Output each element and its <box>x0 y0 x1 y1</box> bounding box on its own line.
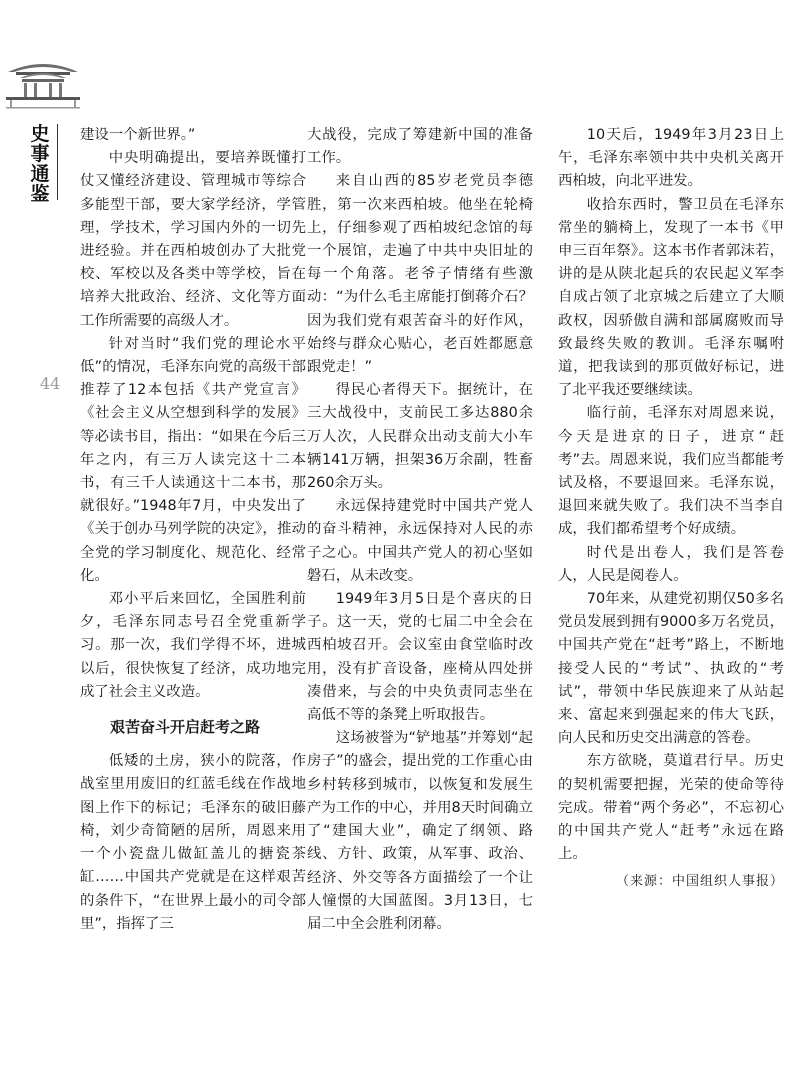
text-column-1 <box>80 124 306 936</box>
paragraph: 中央明确提出，要培养既懂打仗又懂经济建设、管理城市等综合多能型干部，要大家学经济，学管理，学技术，学习国内外的一切先进经验。并在西柏坡创办了大批党校、军校以及各类中等学校，旨在培养大批政治、经济、文化等方面工作所需要的高级人才。 <box>80 150 306 329</box>
paragraph: 时代是出卷人，我们是答卷人，人民是阅卷人。 <box>558 544 784 584</box>
paragraph: 10天后，1949年3月23日上午，毛泽东率领中共中央机关离开西柏坡，向北平进发。 <box>558 127 784 190</box>
paragraph: 邓小平后来回忆，全国胜利前夕，毛泽东同志号召全党重新学习。那一次，我们学得不坏，进城以后，很快恢复了经济，成功地完成了社会主义改造。 <box>80 591 306 700</box>
sidebar-divider <box>57 124 58 200</box>
pavilion-emblem-icon <box>6 52 80 110</box>
text-column-2 <box>307 124 533 936</box>
paragraph: 东方欲晓，莫道君行早。历史的契机需要把握，光荣的使命等待完成。带着“两个务必”，不忘初心的中国共产党人“赶考”永远在路上。 <box>558 753 784 863</box>
paragraph: 永远保持建党时中国共产党人的奋斗精神，永远保持对人民的赤子之心。中国共产党人的初心坚如磐石，从未改变。 <box>307 498 533 584</box>
paragraph: 建设一个新世界。” <box>80 127 196 143</box>
paragraph: 低矮的土房，狭小的院落，作战室里用废旧的红蓝毛线在作战地图上作下的标记；毛泽东的破旧藤椅，刘少奇简陋的居所，周恩来用一个小瓷盘儿做缸盖儿的搪瓷茶缸……中国共产党就是在这样艰苦的条件下，“在世界上最小的司令部里”，指挥了三 <box>80 753 306 932</box>
paragraph: 大战役，完成了筹建新中国的准备工作。 <box>307 127 533 167</box>
paragraph: 1949年3月5日是个喜庆的日子。这一天，党的七届二中全会在西柏坡召开。会议室由食堂临时改用，没有扩音设备，座椅从四处拼凑借来，与会的中央负责同志坐在高低不等的条凳上听取报告。 <box>307 591 533 724</box>
paragraph: 来自山西的85岁老党员李德胜，第一次来西柏坡。他坐在轮椅上，仔细参观了西柏坡纪念馆的每一个展馆，走遍了中共中央旧址的每一个角落。老爷子情绪有些激动：“为什么毛主席能打倒蒋介石？因为我们党有艰苦奋斗的好作风，始终与群众心贴心，老百姓都愿意跟党走！” <box>307 173 533 376</box>
paragraph: 得民心者得天下。据统计，在三大战役中，支前民工多达880余万人次，人民群众出动支前大小车辆141万辆，担架36万余副，牲畜260余万头。 <box>307 382 533 492</box>
paragraph: 这场被誉为“铲地基”并筹划“起房子”的盛会，提出党的工作重心由乡村转移到城市，以恢复和发展生产为工作的中心，并用8天时间确立了“建国大业”，确定了纲领、路线、方针、政策，从军事、政治、经济、外交等各方面描绘了一个让人憧憬的大国蓝图。3月13日，七届二中全会胜利闭幕。 <box>307 730 533 932</box>
page-number: 44 <box>40 374 61 393</box>
text-column-3 <box>558 124 784 893</box>
paragraph: 收拾东西时，警卫员在毛泽东常坐的躺椅上，发现了一本书《甲申三百年祭》。这本书作者郭沫若，讲的是从陕北起兵的农民起义军李自成占领了北京城之后建立了大顺政权，因骄傲自满和部属腐败而导致最终失败的教训。毛泽东嘱咐道，把我读到的那页做好标记，进了北平我还要继续读。 <box>558 196 784 399</box>
section-title: 史事通鉴 <box>30 123 50 205</box>
source-attribution: （来源：中国组织人事报） <box>615 873 784 889</box>
paragraph: 70年来，从建党初期仅50多名党员发展到拥有9000多万名党员，中国共产党在“赶考”路上，不断地接受人民的“考试”、执政的“考试”，带领中华民族迎来了从站起来、富起来到强起来的伟大飞跃，向人民和历史交出满意的答卷。 <box>558 591 784 747</box>
paragraph: 临行前，毛泽东对周恩来说，今天是进京的日子，进京“赶考”去。周恩来说，我们应当都能考试及格，不要退回来。毛泽东说，退回来就失败了。我们决不当李自成，我们都希望考个好成绩。 <box>558 405 784 538</box>
paragraph: 针对当时“我们党的理论水平低”的情况，毛泽东向党的高级干部推荐了12本包括《共产党宣言》《社会主义从空想到科学的发展》等必读书目，指出：“如果在今后三年之内，有三万人读完这十二本书，有三千人读通这十二本书，那就很好。”1948年7月，中央发出了《关于创办马列学院的决定》，推动全党的学习制度化、规范化、经常化。 <box>80 335 306 584</box>
section-heading: 艰苦奋斗开启赶考之路 <box>110 718 261 737</box>
